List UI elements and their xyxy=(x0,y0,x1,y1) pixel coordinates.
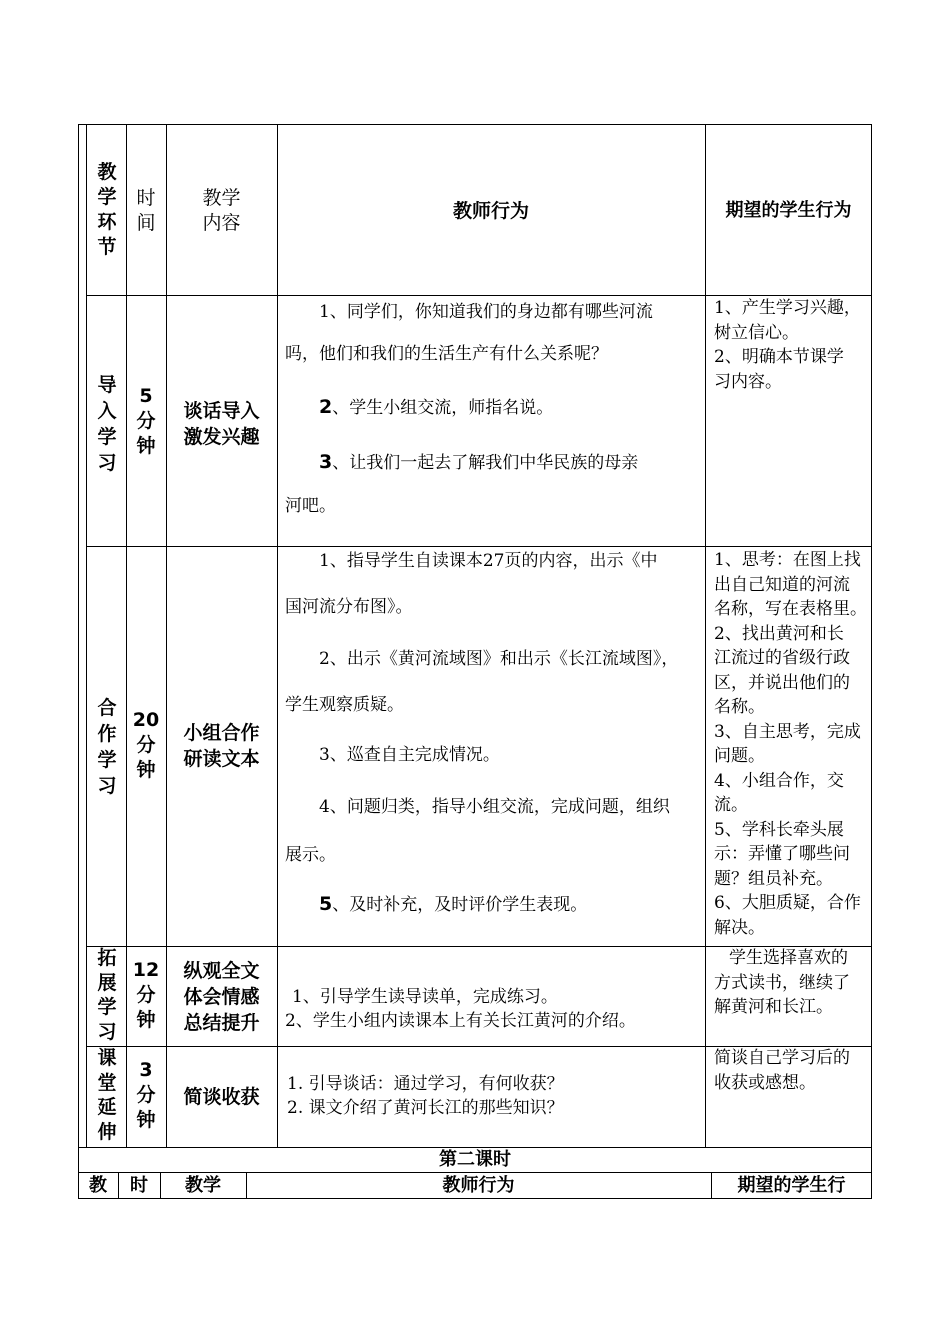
row4-teacher xyxy=(287,1072,701,1120)
second-lesson-title: 第二课时 xyxy=(439,1149,511,1170)
row2-student-line: 名称，写在表格里。 xyxy=(714,599,867,619)
row2-student-line: 出自己知道的河流 xyxy=(714,574,850,595)
row3-time-num: 12 xyxy=(132,959,160,981)
row1-teacher-line1: 1、同学们，你知道我们的身边都有哪些河流 xyxy=(319,302,653,322)
row2-student-line: 流。 xyxy=(714,795,748,815)
row2-teacher-line6: 4、问题归类，指导小组交流，完成问题，组织 xyxy=(319,797,670,817)
row2-teacher-line8: 5、及时补充，及时评价学生表现。 xyxy=(319,893,588,915)
table-border-inner xyxy=(86,124,87,1147)
row3-teacher-line2: 2、学生小组内读课本上有关长江黄河的介绍。 xyxy=(285,1011,636,1031)
row1-teacher-line4: 3、让我们一起去了解我们中华民族的母亲 xyxy=(319,451,639,473)
row4-time xyxy=(126,1058,166,1133)
row2-student-line: 区，并说出他们的 xyxy=(714,672,850,693)
row4-stage xyxy=(92,1046,122,1144)
row4-student xyxy=(714,1046,870,1095)
row1-student-line: 习内容。 xyxy=(714,371,782,392)
row3-student xyxy=(714,946,870,1020)
row-divider xyxy=(78,124,872,125)
second-header-content: 教学 xyxy=(185,1175,221,1196)
row3-student-line: 方式读书，继续了 xyxy=(714,972,850,993)
row4-time-unit: 分钟 xyxy=(136,1084,156,1131)
row2-time-unit: 分钟 xyxy=(136,734,156,781)
row1-student-line: 2、明确本节课学 xyxy=(714,347,844,367)
row1-student-line: 树立信心。 xyxy=(714,322,799,343)
header-student: 期望的学生行为 xyxy=(725,200,852,221)
row2-student-line: 问题。 xyxy=(714,746,765,766)
header-teacher: 教师行为 xyxy=(452,200,529,222)
second-header-student: 期望的学生行 xyxy=(737,1175,846,1196)
row2-teacher-line1: 1、指导学生自读课本27页的内容，出示《中 xyxy=(319,551,658,571)
row3-stage xyxy=(92,946,122,1044)
row1-content-line1: 谈话导入 xyxy=(183,400,260,422)
row2-time-num: 20 xyxy=(132,709,160,731)
row2-student-line: 3、自主思考，完成 xyxy=(714,721,861,742)
row2-student xyxy=(714,548,870,940)
header-stage xyxy=(92,160,122,260)
header-content-line1: 教学 xyxy=(202,187,241,209)
row1-time-num: 5 xyxy=(139,385,153,407)
row3-stage-text: 拓展学习 xyxy=(97,947,117,1043)
row2-student-line: 2、找出黄河和长 xyxy=(714,623,844,644)
second-header-stage: 教 xyxy=(89,1175,107,1196)
row3-content-line1: 纵观全文 xyxy=(183,960,260,982)
row2-student-line: 1、思考：在图上找 xyxy=(714,550,861,570)
row2-teacher-line4: 学生观察质疑。 xyxy=(285,695,404,715)
row2-stage-text: 合作学习 xyxy=(97,697,117,797)
header-time xyxy=(126,186,166,236)
row2-stage xyxy=(92,695,122,799)
header-stage-text: 教学环节 xyxy=(97,161,117,258)
row4-teacher-line2: 2. 课文介绍了黄河长江的那些知识？ xyxy=(287,1098,564,1118)
row2-student-line: 6、大胆质疑，合作 xyxy=(714,893,861,913)
row3-teacher-line1: 1、引导学生读导读单，完成练习。 xyxy=(292,987,558,1007)
row1-teacher-line5: 河吧。 xyxy=(285,496,336,516)
row2-student-line: 示：弄懂了哪些问 xyxy=(714,844,850,864)
row3-teacher xyxy=(285,985,699,1033)
row4-student-line: 简谈自己学习后的 xyxy=(714,1048,850,1068)
row4-content xyxy=(166,1084,277,1110)
row2-time xyxy=(126,708,166,783)
row3-content-line2: 体会情感 xyxy=(183,986,260,1008)
row4-time-num: 3 xyxy=(139,1059,153,1081)
row3-content-line3: 总结提升 xyxy=(183,1012,260,1034)
row3-content xyxy=(166,958,277,1036)
row4-student-line: 收获或感想。 xyxy=(714,1072,816,1093)
row2-student-line: 江流过的省级行政 xyxy=(714,648,850,668)
header-content xyxy=(166,186,277,236)
row3-time xyxy=(126,958,166,1033)
row2-student-line: 题？组员补充。 xyxy=(714,868,833,889)
row2-student-line: 5、学科长牵头展 xyxy=(714,819,844,840)
row1-time xyxy=(126,384,166,459)
row-divider xyxy=(86,546,872,547)
row2-content xyxy=(166,720,277,772)
row1-teacher-line3: 2、学生小组交流，师指名说。 xyxy=(319,396,554,418)
row1-time-unit: 分钟 xyxy=(136,410,156,457)
row2-student-line: 4、小组合作，交 xyxy=(714,770,844,791)
row4-stage-text: 课堂延伸 xyxy=(97,1047,117,1143)
row3-student-line: 学生选择喜欢的 xyxy=(729,948,848,968)
row1-student-line: 1、产生学习兴趣， xyxy=(714,298,861,318)
row3-time-unit: 分钟 xyxy=(136,984,156,1031)
row2-content-line2: 研读文本 xyxy=(183,748,260,770)
row2-student-line: 名称。 xyxy=(714,697,765,717)
row1-content-line2: 激发兴趣 xyxy=(183,426,260,448)
row1-content xyxy=(166,398,277,450)
row2-teacher-line5: 3、巡查自主完成情况。 xyxy=(319,745,500,765)
row-divider xyxy=(78,1198,872,1199)
row2-teacher-line7: 展示。 xyxy=(285,845,336,865)
row3-student-line: 解黄河和长江。 xyxy=(714,997,833,1017)
row1-student xyxy=(714,296,870,394)
col-divider xyxy=(705,124,706,1147)
header-content-line2: 内容 xyxy=(202,212,241,234)
row4-content-line1: 简谈收获 xyxy=(183,1086,260,1108)
second-header-time: 时 xyxy=(130,1175,148,1196)
row2-teacher-line2: 国河流分布图》。 xyxy=(285,597,413,617)
header-time-text: 时间 xyxy=(136,187,156,234)
row4-teacher-line1: 1. 引导谈话：通过学习，有何收获？ xyxy=(287,1074,564,1094)
row1-stage-text: 导入学习 xyxy=(97,374,117,474)
row2-teacher-line3: 2、出示《黄河流域图》和出示《长江流域图》， xyxy=(319,649,679,669)
row2-content-line1: 小组合作 xyxy=(183,722,260,744)
row1-stage xyxy=(92,372,122,476)
row2-student-line: 解决。 xyxy=(714,917,765,938)
second-header-teacher: 教师行为 xyxy=(442,1175,515,1196)
row1-teacher-line2: 吗，他们和我们的生活生产有什么关系呢？ xyxy=(285,344,608,364)
col-divider xyxy=(277,124,278,1147)
